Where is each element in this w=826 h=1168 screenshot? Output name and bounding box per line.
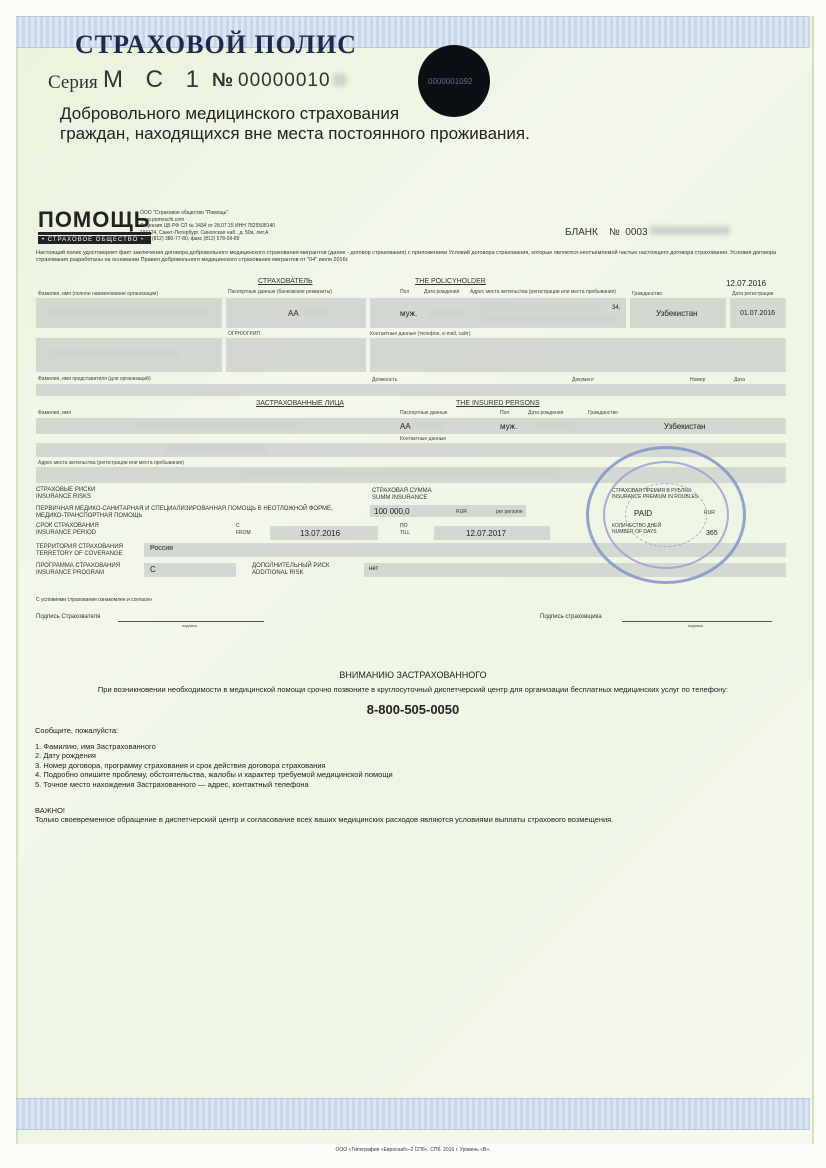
bottom-guilloche-band bbox=[16, 1098, 810, 1130]
till-label: ПО TILL bbox=[400, 523, 411, 536]
company-logo: ПОМОЩЬ • СТРАХОВОЕ ОБЩЕСТВО • bbox=[38, 207, 151, 243]
label-representative: Фамилия, имя представителя (для организаций) bbox=[38, 376, 151, 382]
premium-paid: PAID bbox=[634, 509, 653, 518]
label-doc-number: Номер bbox=[690, 377, 706, 383]
sum-label: СТРАХОВАЯ СУММА SUMM INSURANCE bbox=[372, 488, 432, 501]
redacted-holder-name bbox=[48, 308, 208, 316]
holder-signature-line bbox=[118, 621, 264, 622]
sum-value: 100 000,0 bbox=[374, 507, 410, 516]
redacted-holder-dob bbox=[428, 311, 464, 317]
agreement-text: С условиями страхования ознакомлен и согласен bbox=[36, 597, 152, 603]
risk-description: ПЕРВИЧНАЯ МЕДИКО-САНИТАРНАЯ И СПЕЦИАЛИЗИРОВАННАЯ ПОМОЩЬ В НЕОТЛОЖНОЙ ФОРМЕ, МЕДИКО-ТРАНСПОРТНАЯ ПОМОЩЬ bbox=[36, 506, 333, 519]
printer-footer: ООО «Типография «Евроснаб»-2 СПб». СПб. 2016 г. Уровень «В». bbox=[335, 1147, 491, 1153]
notice-title: ВНИМАНИЮ ЗАСТРАХОВАННОГО bbox=[339, 670, 487, 680]
label-insured-passport: Паспортные данные bbox=[400, 410, 448, 416]
label-insured-sex: Пол bbox=[500, 410, 510, 416]
redacted-insured-dob bbox=[534, 423, 574, 429]
label-insured-citizenship: Гражданство bbox=[588, 410, 618, 416]
insurer-signature-caption: подпись bbox=[688, 623, 704, 628]
insured-header-en: THE INSURED PERSONS bbox=[456, 400, 540, 407]
sum-per-person: per persone bbox=[496, 509, 523, 515]
additional-label: ДОПОЛНИТЕЛЬНЫЙ РИСК ADDITIONAL RISK bbox=[252, 563, 330, 576]
label-passport: Паспортные данные (банковские реквизиты) bbox=[228, 289, 332, 295]
till-date: 12.07.2017 bbox=[466, 529, 507, 538]
hotline-phone: 8-800-505-0050 bbox=[366, 702, 460, 717]
redacted-holder-address-2 bbox=[480, 316, 620, 322]
policyholder-header-ru: СТРАХОВАТЕЛЬ bbox=[258, 278, 313, 285]
territory-label: ТЕРРИТОРИЯ СТРАХОВАНИЯ TERRETORY OF COVERANGE bbox=[36, 544, 124, 557]
holder-reg-date: 01.07.2016 bbox=[740, 310, 776, 317]
premium-currency: RUR bbox=[704, 510, 715, 516]
field-additional bbox=[364, 563, 786, 577]
insurer-signature-label: Подпись страховщика bbox=[540, 614, 602, 620]
field-program bbox=[144, 563, 236, 577]
label-contacts: Контактные данные (телефон, e-mail, сайт) bbox=[370, 331, 471, 337]
label-sex: Пол bbox=[400, 289, 410, 295]
important-note: ВАЖНО! Только своевременное обращение в диспетчерский центр и согласование всех ваших медицинских расходов являются условиями выплаты страхового возмещения. bbox=[35, 806, 614, 824]
holder-signature-caption: подпись bbox=[182, 623, 198, 628]
program-label: ПРОГРАММА СТРАХОВАНИЯ INSURANCE PROGRAM bbox=[36, 563, 121, 576]
holder-sex: муж. bbox=[400, 309, 418, 318]
field-representative bbox=[36, 384, 786, 396]
label-insured-contacts: Контактные данные bbox=[400, 436, 447, 442]
label-document: Документ bbox=[572, 377, 595, 383]
program-value: С bbox=[150, 565, 156, 574]
insured-passport: АА bbox=[400, 422, 443, 431]
label-doc-date: Дата bbox=[734, 377, 746, 383]
premium-label: СТРАХОВАЯ ПРЕМИЯ В РУБЛЯХ INSURANCE PREMIUM IN ROUBLES bbox=[612, 488, 699, 500]
field-holder-ogrn bbox=[226, 338, 366, 372]
days-label: КОЛИЧЕСТВО ДНЕЙ NUMBER OF DAYS bbox=[612, 523, 662, 535]
insured-citizenship: Узбекистан bbox=[664, 422, 706, 431]
report-list: Сообщите, пожалуйста: 1. Фамилию, имя Застрахованного 2. Дату рождения 3. Номер договора, программу страхования и срок действия договора страхования 4. Подробно опишите проблему, обстоятельства, жалобы и характер требуемой медицинской помощи 5. Точное место нахождения Застрахованного — адрес, контактный телефона bbox=[35, 726, 393, 789]
blank-number: БЛАНК № 0003 bbox=[565, 226, 730, 238]
policy-subtitle: Добровольного медицинского страхования граждан, находящихся вне места постоянного проживания. bbox=[60, 104, 530, 143]
document-title: СТРАХОВОЙ ПОЛИС bbox=[75, 30, 357, 59]
policyholder-date: 12.07.2016 bbox=[726, 279, 767, 288]
company-info: ООО "Страховое общество "Помощь" www.pomoschi.com Лицензия ЦБ РФ СЛ № 3434 от 28.07.15 ИНН 7825508140 191124, Санкт-Петербург, Синопская наб., д. 50а, лит.А тел.: (812) 380-77-80, факс (812) 578-09-89 bbox=[140, 210, 276, 242]
number-label: № bbox=[212, 70, 234, 91]
policy-sheet bbox=[16, 16, 814, 1144]
redacted-holder-contacts bbox=[48, 350, 178, 358]
from-date: 13.07.2016 bbox=[300, 529, 341, 538]
insurer-signature-line bbox=[622, 621, 772, 622]
period-label: СРОК СТРАХОВАНИЯ INSURANCE PERIOD bbox=[36, 523, 99, 536]
label-reg-date: Дата регистрации bbox=[732, 291, 774, 297]
redacted-insured-name bbox=[136, 422, 296, 429]
risks-label: СТРАХОВЫЕ РИСКИ INSURANCE RISKS bbox=[36, 487, 96, 500]
series-label: Серия bbox=[48, 72, 98, 93]
notice-text: При возникновении необходимости в медицинской помощи срочно позвоните в круглосуточный диспетчерский центр для организации бесплатных медицинских услуг по телефону: bbox=[97, 685, 729, 694]
from-label: С FROM bbox=[236, 523, 251, 536]
label-dob: Дата рождения bbox=[424, 289, 460, 295]
label-insured-address: Адрес места жительства (регистрации или места пребывания) bbox=[38, 460, 184, 466]
holder-passport: АА bbox=[288, 309, 329, 318]
insured-sex: муж. bbox=[500, 422, 518, 431]
label-citizenship: Гражданство bbox=[632, 291, 662, 297]
insured-header-ru: ЗАСТРАХОВАННЫЕ ЛИЦА bbox=[256, 400, 345, 407]
holder-address-suffix: 34, bbox=[612, 305, 621, 311]
sum-currency: RUR bbox=[456, 509, 467, 515]
territory-value: Россия bbox=[150, 545, 173, 552]
label-insured-dob: Дата рождения bbox=[528, 410, 564, 416]
field-holder-contacts bbox=[370, 338, 786, 372]
additional-value: нет bbox=[369, 566, 379, 572]
intro-text: Настоящий полис удостоверяет факт заключения договора добровольного медицинского страхования мигрантов (далее - договор страхования) с приложением Условий договора страхования, которые являются неотъемлемой частью настоящего договора страхования. Условия договора страхования разработаны на основании Правил добровольного медицинского страхования мигрантов от "04" июля 2016г. bbox=[36, 250, 777, 263]
days-value: 365 bbox=[706, 530, 718, 537]
series-value: М С 1 bbox=[103, 66, 208, 93]
label-insured-name: Фамилия, имя bbox=[38, 410, 71, 416]
label-name: Фамилия, имя (полное наименование организации) bbox=[38, 291, 159, 297]
label-ogrn: ОГРН/ОГРИП bbox=[228, 331, 261, 337]
redacted-insured-address bbox=[240, 471, 560, 478]
policyholder-header-en: THE POLICYHOLDER bbox=[415, 278, 486, 285]
redaction-seal: 0000001092 bbox=[418, 45, 490, 117]
label-address: Адрес места жительства (регистрации или места пребывания) bbox=[470, 289, 616, 295]
label-position: Должность bbox=[372, 377, 398, 383]
holder-signature-label: Подпись Страхователя bbox=[36, 614, 101, 620]
redacted-insured-contacts bbox=[166, 446, 266, 453]
policy-number: 00000010 bbox=[238, 70, 347, 92]
redacted-holder-address bbox=[480, 305, 600, 311]
company-stamp bbox=[586, 446, 746, 584]
holder-citizenship: Узбекистан bbox=[656, 309, 698, 318]
